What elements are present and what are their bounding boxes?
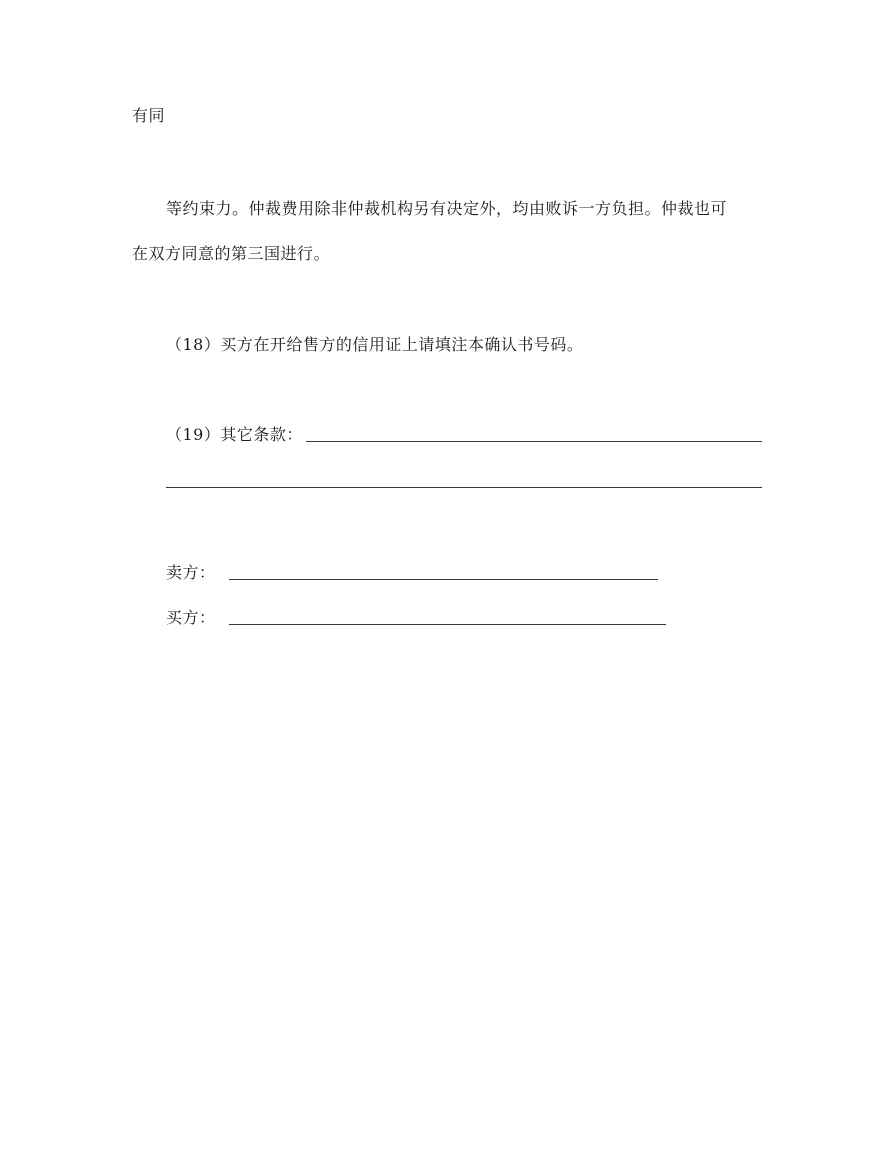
- buyer-label: 买方：: [166, 608, 216, 627]
- clause-19-blank-line-1: [306, 441, 762, 442]
- header-fragment: 有同: [132, 106, 166, 125]
- clause-19-label: （19）其它条款：: [166, 425, 303, 444]
- arbitration-text-line-2: 在双方同意的第三国进行。: [132, 244, 331, 263]
- seller-label: 卖方：: [166, 563, 216, 582]
- buyer-signature-line: [229, 624, 666, 625]
- clause-19-blank-line-2: [166, 487, 762, 488]
- clause-18: （18）买方在开给售方的信用证上请填注本确认书号码。: [166, 335, 584, 354]
- seller-signature-line: [229, 579, 658, 580]
- arbitration-text-line-1: 等约束力。仲裁费用除非仲裁机构另有决定外，均由败诉一方负担。仲裁也可: [166, 199, 728, 218]
